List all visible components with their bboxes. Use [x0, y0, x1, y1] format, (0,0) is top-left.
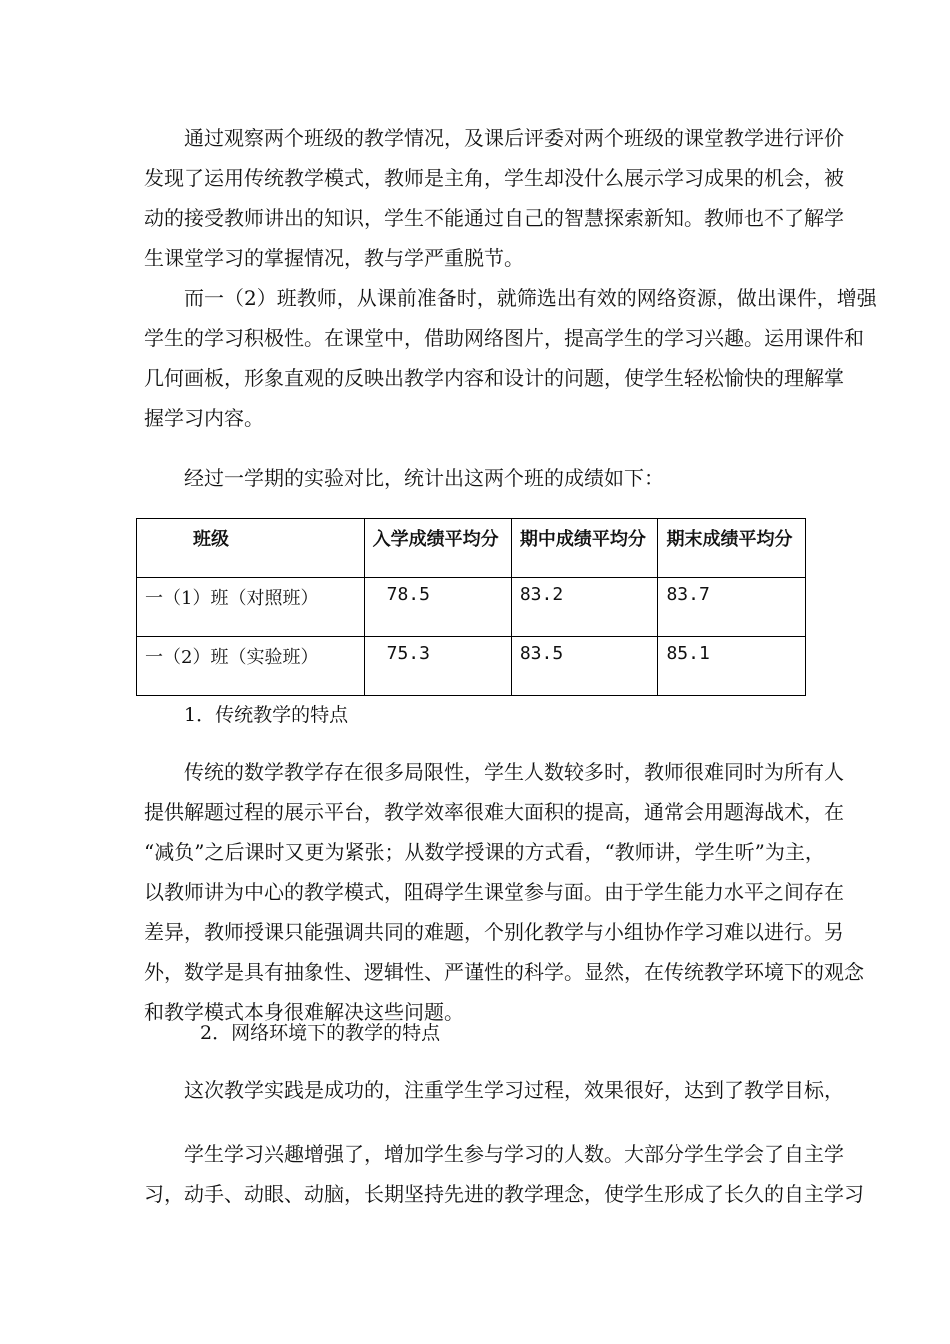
cell-final-avg: 85.1: [658, 637, 806, 696]
cell-class: 一（1）班（对照班）: [137, 578, 365, 637]
table-row: [137, 637, 806, 696]
text-line: 外，数学是具有抽象性、逻辑性、严谨性的科学。显然，在传统教学环境下的观念: [144, 960, 864, 984]
score-table: [136, 518, 806, 696]
text-line: 学生学习兴趣增强了，增加学生参与学习的人数。大部分学生学会了自主学: [184, 1142, 844, 1166]
paragraph-comparison-intro: [144, 458, 814, 498]
paragraph-traditional-teaching: [144, 752, 864, 1032]
text-line: 传统的数学教学存在很多局限性，学生人数较多时，教师很难同时为所有人: [184, 760, 844, 784]
paragraph-observation: [144, 118, 844, 278]
header-entry-avg: 入学成绩平均分: [364, 519, 511, 578]
paragraph-student-interest: [144, 1134, 864, 1214]
text-line: 经过一学期的实验对比，统计出这两个班的成绩如下：: [184, 466, 664, 490]
text-line: 提供解题过程的展示平台，教学效率很难大面积的提高，通常会用题海战术，在: [144, 800, 844, 824]
text-line: 握学习内容。: [144, 406, 264, 430]
table-row: [137, 578, 806, 637]
cell-entry-avg: 75.3: [364, 637, 511, 696]
header-class: 班级: [137, 519, 365, 578]
text-line: 以教师讲为中心的教学模式，阻碍学生课堂参与面。由于学生能力水平之间存在: [144, 880, 844, 904]
text-line: 而一（2）班教师，从课前准备时，就筛选出有效的网络资源，做出课件，增强: [184, 286, 877, 310]
text-line: 和教学模式本身很难解决这些问题。: [144, 1000, 464, 1024]
text-line: 几何画板，形象直观的反映出教学内容和设计的问题，使学生轻松愉快的理解掌: [144, 366, 844, 390]
cell-final-avg: 83.7: [658, 578, 806, 637]
cell-class: 一（2）班（实验班）: [137, 637, 365, 696]
text-line: 学生的学习积极性。在课堂中，借助网络图片，提高学生的学习兴趣。运用课件和: [144, 326, 864, 350]
text-line: “减负”之后课时又更为紧张；从数学授课的方式看，“教师讲，学生听”为主，: [144, 840, 825, 864]
text-line: 差异，教师授课只能强调共同的难题，个别化教学与小组协作学习难以进行。另: [144, 920, 844, 944]
cell-midterm-avg: 83.5: [511, 637, 658, 696]
paragraph-practice-success: [144, 1070, 844, 1110]
cell-entry-avg: 78.5: [364, 578, 511, 637]
table-header-row: [137, 519, 806, 578]
header-midterm-avg: 期中成绩平均分: [511, 519, 658, 578]
paragraph-class2-teacher: [144, 278, 877, 438]
text-line: 发现了运用传统教学模式，教师是主角，学生却没什么展示学习成果的机会，被: [144, 166, 844, 190]
text-line: 通过观察两个班级的教学情况，及课后评委对两个班级的课堂教学进行评价: [184, 126, 844, 150]
cell-midterm-avg: 83.2: [511, 578, 658, 637]
section-heading-network: 2．网络环境下的教学的特点: [200, 1022, 441, 1044]
header-final-avg: 期末成绩平均分: [658, 519, 806, 578]
text-line: 生课堂学习的掌握情况，教与学严重脱节。: [144, 246, 524, 270]
text-line: 动的接受教师讲出的知识，学生不能通过自己的智慧探索新知。教师也不了解学: [144, 206, 844, 230]
text-line: 习，动手、动眼、动脑，长期坚持先进的教学理念，使学生形成了长久的自主学习: [144, 1182, 864, 1206]
text-line: 这次教学实践是成功的，注重学生学习过程，效果很好，达到了教学目标，: [184, 1078, 844, 1102]
section-heading-traditional: 1．传统教学的特点: [184, 704, 349, 726]
